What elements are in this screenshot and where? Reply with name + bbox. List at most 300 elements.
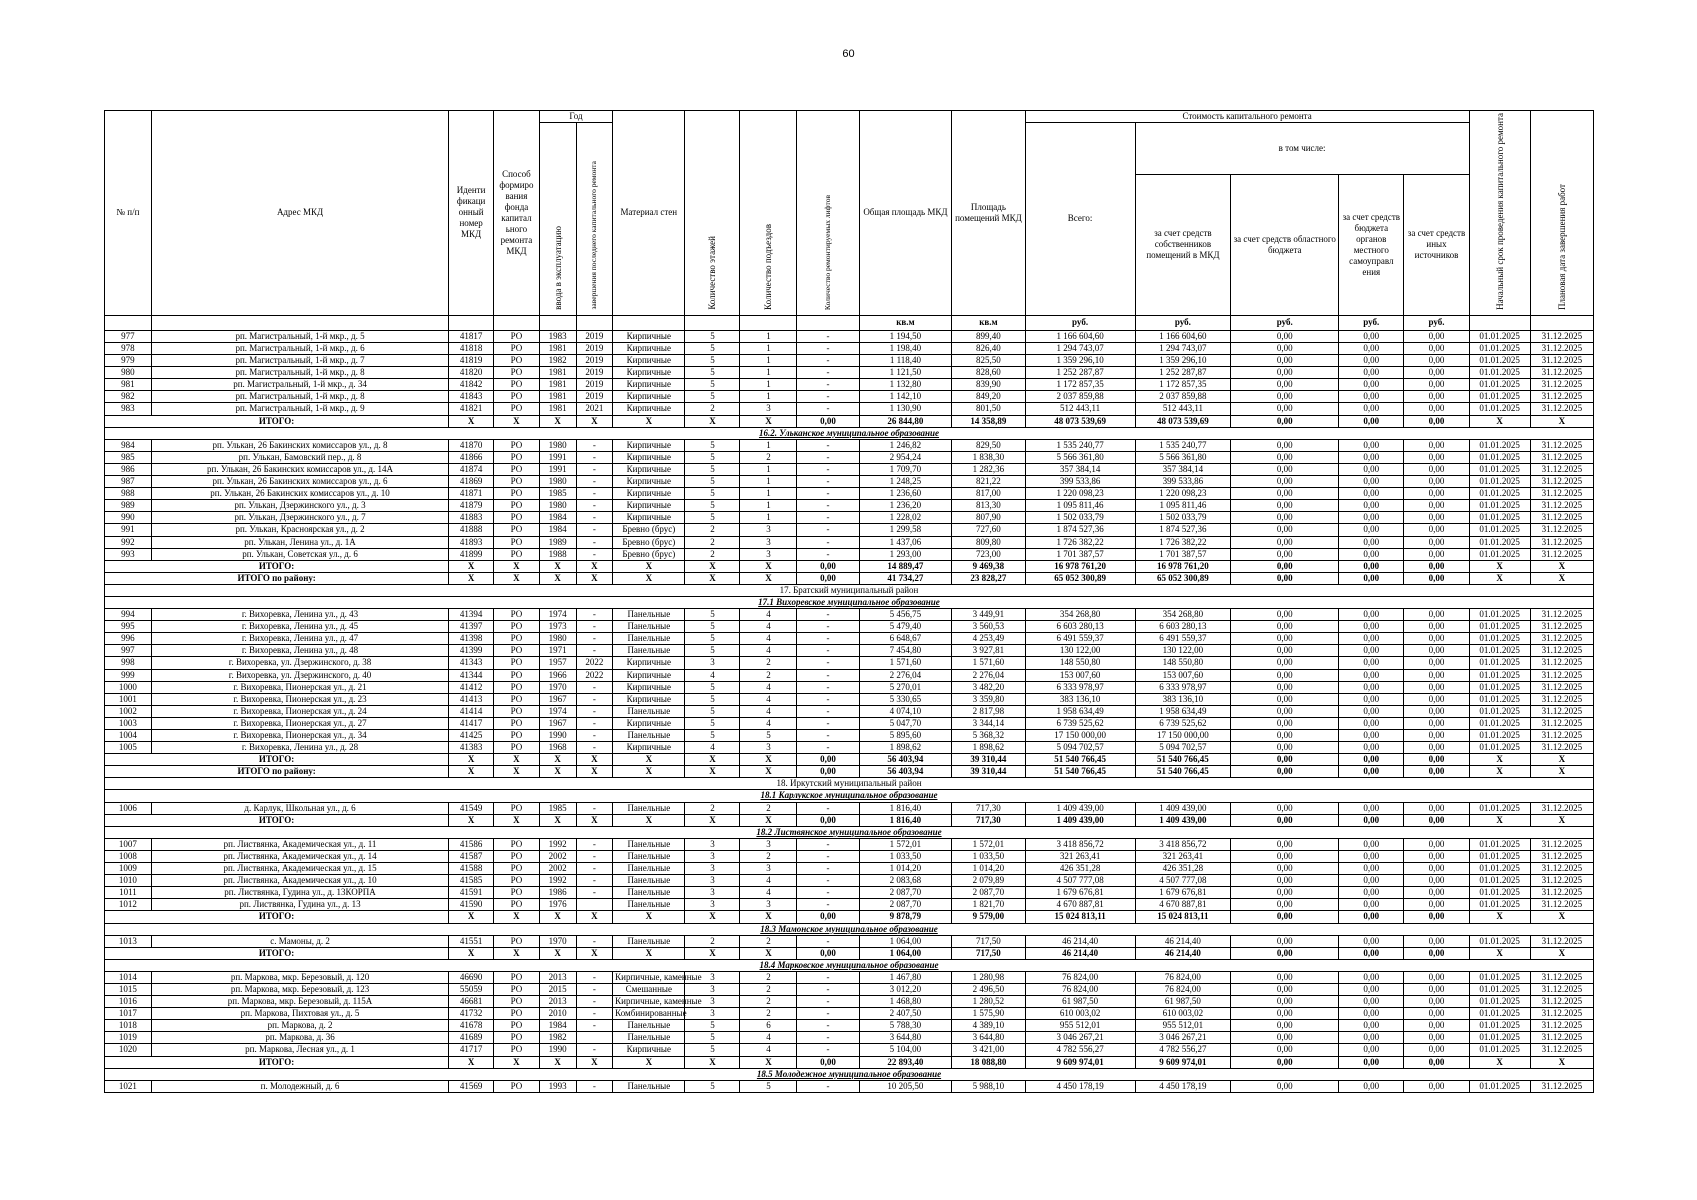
table-cell: 2 <box>740 1008 797 1020</box>
table-row <box>105 899 1594 911</box>
table-cell: РО <box>494 983 540 995</box>
table-cell: 0,00 <box>1404 343 1469 355</box>
table-cell: 14 358,89 <box>952 415 1025 427</box>
table-cell: 01.01.2025 <box>1469 476 1530 488</box>
table-cell: РО <box>494 1080 540 1092</box>
table-cell: 31.12.2025 <box>1530 355 1593 367</box>
table-cell: - <box>797 730 859 742</box>
table-cell: 31.12.2025 <box>1530 536 1593 548</box>
table-cell: - <box>576 717 613 729</box>
address-cell: рп. Улькан, Красноярская ул., д. 2 <box>151 524 448 536</box>
table-cell: 76 824,00 <box>1025 971 1135 983</box>
table-cell: РО <box>494 1008 540 1020</box>
table-cell: 723,00 <box>952 548 1025 560</box>
total-label: ИТОГО: <box>105 911 449 923</box>
table-cell: РО <box>494 451 540 463</box>
col-other: за счет средств иных источников <box>1404 174 1469 315</box>
table-cell: 1014 <box>105 971 152 983</box>
table-cell: - <box>797 802 859 814</box>
col-regional: за счет средств областного бюджета <box>1231 174 1339 315</box>
table-cell: - <box>576 705 613 717</box>
table-cell: Панельные <box>613 1020 685 1032</box>
table-cell: 4 450 178,19 <box>1025 1080 1135 1092</box>
table-cell: 01.01.2025 <box>1469 524 1530 536</box>
address-cell: рп. Улькан, Дзержинского ул., д. 7 <box>151 512 448 524</box>
table-cell: X <box>1469 415 1530 427</box>
address-cell: рп. Улькан, 26 Бакинских комиссаров ул., д. 6 <box>151 476 448 488</box>
table-cell: 0,00 <box>1231 463 1339 475</box>
table-row <box>105 705 1594 717</box>
table-cell: X <box>613 572 685 584</box>
table-cell: 3 012,20 <box>859 983 952 995</box>
table-cell: X <box>613 560 685 572</box>
table-cell: 48 073 539,69 <box>1025 415 1135 427</box>
table-cell: 0,00 <box>1231 439 1339 451</box>
table-cell: 6 739 525,62 <box>1135 717 1231 729</box>
table-cell: 5 <box>685 439 740 451</box>
table-cell: X <box>494 766 540 778</box>
table-cell: 1 874 527,36 <box>1135 524 1231 536</box>
table-cell: 2019 <box>576 391 613 403</box>
table-cell: 01.01.2025 <box>1469 1020 1530 1032</box>
table-cell: 0,00 <box>1404 863 1469 875</box>
table-cell: 5 104,00 <box>859 1044 952 1056</box>
table-cell: 1981 <box>539 379 576 391</box>
table-cell: 0,00 <box>1339 439 1404 451</box>
table-cell: X <box>576 754 613 766</box>
table-cell: 01.01.2025 <box>1469 621 1530 633</box>
table-cell: X <box>740 560 797 572</box>
table-cell: 01.01.2025 <box>1469 367 1530 379</box>
table-cell: 01.01.2025 <box>1469 971 1530 983</box>
table-cell: - <box>797 1080 859 1092</box>
table-cell: 3 644,80 <box>859 1032 952 1044</box>
table-cell: - <box>797 391 859 403</box>
table-cell: 0,00 <box>1404 742 1469 754</box>
table-cell: 31.12.2025 <box>1530 742 1593 754</box>
table-cell: 2 817,98 <box>952 705 1025 717</box>
table-cell: 4 507 777,08 <box>1135 875 1231 887</box>
table-cell: 01.01.2025 <box>1469 1080 1530 1092</box>
table-cell: X <box>449 766 494 778</box>
table-cell: 31.12.2025 <box>1530 367 1593 379</box>
address-cell: г. Вихоревка, Ленина ул., д. 45 <box>151 621 448 633</box>
table-cell: 2002 <box>539 863 576 875</box>
table-cell: 0,00 <box>1339 1056 1404 1068</box>
table-cell: 1 816,40 <box>859 802 952 814</box>
subtotal-row <box>105 947 1594 959</box>
table-cell: 3 <box>685 838 740 850</box>
table-row <box>105 657 1594 669</box>
table-cell: 4 <box>740 1044 797 1056</box>
table-cell: РО <box>494 488 540 500</box>
table-cell: 0,00 <box>1339 850 1404 862</box>
table-cell: 0,00 <box>1404 911 1469 923</box>
table-cell: 2013 <box>539 971 576 983</box>
table-cell: 31.12.2025 <box>1530 887 1593 899</box>
table-cell: 01.01.2025 <box>1469 1008 1530 1020</box>
table-cell: 41888 <box>449 524 494 536</box>
table-cell: X <box>1469 766 1530 778</box>
table-cell: 61 987,50 <box>1025 996 1135 1008</box>
table-cell: 1 121,50 <box>859 367 952 379</box>
table-cell: 1 958 634,49 <box>1135 705 1231 717</box>
table-cell: - <box>797 512 859 524</box>
table-cell: - <box>797 343 859 355</box>
table-cell: РО <box>494 621 540 633</box>
district-title: 17. Братский муниципальный район <box>105 584 1594 596</box>
table-cell: - <box>576 935 613 947</box>
table-cell: 996 <box>105 633 152 645</box>
table-cell: 0,00 <box>1231 1020 1339 1032</box>
address-cell: рп. Маркова, Лесная ул., д. 1 <box>151 1044 448 1056</box>
table-cell: - <box>576 730 613 742</box>
table-cell: 0,00 <box>1339 657 1404 669</box>
table-row <box>105 463 1594 475</box>
table-cell: 1980 <box>539 500 576 512</box>
table-cell: 01.01.2025 <box>1469 330 1530 342</box>
table-cell: 1 166 604,60 <box>1135 330 1231 342</box>
table-cell: 0,00 <box>1339 814 1404 826</box>
unit-rub: руб. <box>1025 315 1135 330</box>
table-cell: 978 <box>105 343 152 355</box>
table-cell: 0,00 <box>1339 669 1404 681</box>
table-cell: 76 824,00 <box>1135 971 1231 983</box>
table-cell: 1 033,50 <box>952 850 1025 862</box>
table-cell: 31.12.2025 <box>1530 971 1593 983</box>
table-cell: 5 <box>685 621 740 633</box>
table-cell: 0,00 <box>1231 1032 1339 1044</box>
table-cell: 0,00 <box>1404 512 1469 524</box>
address-cell: д. Карлук, Школьная ул., д. 6 <box>151 802 448 814</box>
table-cell: 1 172 857,35 <box>1025 379 1135 391</box>
table-cell: 01.01.2025 <box>1469 742 1530 754</box>
table-cell: 18 088,80 <box>952 1056 1025 1068</box>
table-cell: 0,00 <box>1231 548 1339 560</box>
table-cell: X <box>449 1056 494 1068</box>
table-cell: 41879 <box>449 500 494 512</box>
table-cell: 3 644,80 <box>952 1032 1025 1044</box>
table-cell: 2 <box>740 657 797 669</box>
table-row <box>105 367 1594 379</box>
table-cell: X <box>449 947 494 959</box>
table-cell: 01.01.2025 <box>1469 863 1530 875</box>
table-cell: 5 <box>685 488 740 500</box>
table-cell: 5 <box>685 693 740 705</box>
table-cell: 0,00 <box>1339 524 1404 536</box>
table-cell: 01.01.2025 <box>1469 391 1530 403</box>
table-cell: X <box>576 415 613 427</box>
table-row <box>105 875 1594 887</box>
table-cell: X <box>685 947 740 959</box>
table-cell: 1 095 811,46 <box>1025 500 1135 512</box>
address-cell: рп. Маркова, Пихтовая ул., д. 5 <box>151 1008 448 1020</box>
table-row <box>105 742 1594 754</box>
table-cell: 31.12.2025 <box>1530 330 1593 342</box>
table-cell: 6 739 525,62 <box>1025 717 1135 729</box>
table-cell: 0,00 <box>1404 935 1469 947</box>
table-cell: X <box>685 560 740 572</box>
table-cell: - <box>797 887 859 899</box>
table-cell: 01.01.2025 <box>1469 983 1530 995</box>
table-cell: X <box>539 415 576 427</box>
table-cell: Панельные <box>613 850 685 862</box>
table-cell: Кирпичные <box>613 355 685 367</box>
table-cell: Кирпичные <box>613 657 685 669</box>
unit-cell <box>1530 315 1593 330</box>
table-row <box>105 500 1594 512</box>
table-cell: 0,00 <box>1404 488 1469 500</box>
table-cell: 0,00 <box>1404 657 1469 669</box>
table-cell: X <box>494 814 540 826</box>
address-cell: г. Вихоревка, Ленина ул., д. 47 <box>151 633 448 645</box>
table-cell: 3 421,00 <box>952 1044 1025 1056</box>
table-cell: 01.01.2025 <box>1469 705 1530 717</box>
table-cell: РО <box>494 802 540 814</box>
table-cell: 839,90 <box>952 379 1025 391</box>
table-cell: 0,00 <box>797 766 859 778</box>
table-cell: 817,00 <box>952 488 1025 500</box>
table-cell: 2 <box>685 548 740 560</box>
table-cell: 1980 <box>539 476 576 488</box>
table-cell: X <box>740 415 797 427</box>
section-title: 16.2. Ульканское муниципальное образование <box>105 427 1594 439</box>
table-cell: - <box>576 512 613 524</box>
unit-cell <box>797 315 859 330</box>
table-cell: - <box>797 476 859 488</box>
table-cell: 5 <box>740 1080 797 1092</box>
table-cell: X <box>613 814 685 826</box>
table-cell: 0,00 <box>1231 887 1339 899</box>
table-cell: 0,00 <box>1231 500 1339 512</box>
table-cell: 383 136,10 <box>1025 693 1135 705</box>
table-cell: 31.12.2025 <box>1530 451 1593 463</box>
table-cell: 5 330,65 <box>859 693 952 705</box>
unit-rub: руб. <box>1231 315 1339 330</box>
table-cell: 399 533,86 <box>1135 476 1231 488</box>
table-cell: - <box>576 983 613 995</box>
unit-area: кв.м <box>859 315 952 330</box>
table-cell: Бревно (брус) <box>613 524 685 536</box>
table-cell: 0,00 <box>1339 633 1404 645</box>
table-cell: 31.12.2025 <box>1530 838 1593 850</box>
address-cell: г. Вихоревка, Пионерская ул., д. 27 <box>151 717 448 729</box>
table-cell: 5 <box>685 1020 740 1032</box>
table-cell: 31.12.2025 <box>1530 996 1593 1008</box>
table-cell: 1007 <box>105 838 152 850</box>
table-cell: X <box>449 814 494 826</box>
table-cell: РО <box>494 935 540 947</box>
table-cell: 0,00 <box>1231 1056 1339 1068</box>
table-cell: 2 037 859,88 <box>1135 391 1231 403</box>
table-cell: РО <box>494 536 540 548</box>
address-cell: рп. Маркова, д. 36 <box>151 1032 448 1044</box>
col-start-label: Начальный срок проведения капитального ремонта <box>1494 113 1505 310</box>
table-cell: 1 252 287,87 <box>1135 367 1231 379</box>
table-cell: 1 282,36 <box>952 463 1025 475</box>
table-cell: 148 550,80 <box>1135 657 1231 669</box>
address-cell: рп. Улькан, Ленина ул., д. 1А <box>151 536 448 548</box>
table-cell: - <box>797 536 859 548</box>
table-cell: 0,00 <box>1339 1032 1404 1044</box>
table-cell: 1 726 382,22 <box>1025 536 1135 548</box>
table-cell: 979 <box>105 355 152 367</box>
table-cell: X <box>740 947 797 959</box>
table-cell: 0,00 <box>1231 802 1339 814</box>
section-title: 18.4 Марковское муниципальное образование <box>105 959 1594 971</box>
table-cell: 6 603 280,13 <box>1135 621 1231 633</box>
table-cell: X <box>1530 754 1593 766</box>
table-cell: X <box>449 560 494 572</box>
table-cell: 5 988,10 <box>952 1080 1025 1092</box>
table-cell: X <box>576 814 613 826</box>
table-cell: 1 <box>740 488 797 500</box>
table-cell: 1 821,70 <box>952 899 1025 911</box>
table-cell: 41899 <box>449 548 494 560</box>
table-cell: - <box>797 1032 859 1044</box>
unit-cell <box>539 315 576 330</box>
table-cell: 2 <box>740 669 797 681</box>
table-cell: 41 734,27 <box>859 572 952 584</box>
table-cell: 0,00 <box>1404 850 1469 862</box>
table-cell: 1 409 439,00 <box>1025 814 1135 826</box>
table-cell: 0,00 <box>1231 814 1339 826</box>
table-cell: 0,00 <box>1404 899 1469 911</box>
table-cell: 727,60 <box>952 524 1025 536</box>
table-cell: X <box>1469 572 1530 584</box>
total-label: ИТОГО: <box>105 814 449 826</box>
table-cell: 1985 <box>539 802 576 814</box>
table-cell: 1981 <box>539 403 576 415</box>
table-cell: X <box>449 754 494 766</box>
section-title: 18.1 Карлукское муниципальное образование <box>105 790 1594 802</box>
table-cell: 0,00 <box>1339 996 1404 1008</box>
table-cell: 1 118,40 <box>859 355 952 367</box>
table-cell: 0,00 <box>1404 669 1469 681</box>
table-cell: - <box>797 983 859 995</box>
table-cell: 01.01.2025 <box>1469 512 1530 524</box>
table-cell: 1 <box>740 439 797 451</box>
table-cell: 1 248,25 <box>859 476 952 488</box>
table-cell: - <box>797 742 859 754</box>
table-cell: Кирпичные <box>613 451 685 463</box>
table-cell: 1 679 676,81 <box>1025 887 1135 899</box>
table-cell: Кирпичные <box>613 343 685 355</box>
table-cell: - <box>797 621 859 633</box>
table-cell: Панельные <box>613 887 685 899</box>
subtotal-row <box>105 814 1594 826</box>
col-year-last <box>576 123 613 316</box>
table-cell: 41842 <box>449 379 494 391</box>
table-cell: 41549 <box>449 802 494 814</box>
address-cell: г. Вихоревка, ул. Дзержинского, д. 40 <box>151 669 448 681</box>
table-cell: 0,00 <box>1231 451 1339 463</box>
table-cell: 1 <box>740 512 797 524</box>
table-cell: 46 214,40 <box>1025 947 1135 959</box>
table-cell: X <box>740 814 797 826</box>
table-cell: Панельные <box>613 1032 685 1044</box>
table-cell: 01.01.2025 <box>1469 875 1530 887</box>
table-cell: - <box>797 1020 859 1032</box>
table-cell: 1985 <box>539 488 576 500</box>
table-cell: 1986 <box>539 887 576 899</box>
table-cell: 0,00 <box>1339 560 1404 572</box>
table-header <box>105 111 1594 331</box>
table-cell: 2022 <box>576 669 613 681</box>
table-cell: 1967 <box>539 717 576 729</box>
table-cell: 0,00 <box>1231 512 1339 524</box>
table-cell: 0,00 <box>1339 451 1404 463</box>
table-cell: 4 253,49 <box>952 633 1025 645</box>
address-cell: рп. Магистральный, 1-й мкр., д. 8 <box>151 367 448 379</box>
table-cell: 0,00 <box>797 947 859 959</box>
table-cell: 826,40 <box>952 343 1025 355</box>
table-cell: 01.01.2025 <box>1469 451 1530 463</box>
table-cell: 5 456,75 <box>859 609 952 621</box>
table-cell: 2019 <box>576 355 613 367</box>
table-cell: 0,00 <box>1231 911 1339 923</box>
address-cell: рп. Листвянка, Гудина ул., д. 13КОРПА <box>151 887 448 899</box>
table-cell: 0,00 <box>797 814 859 826</box>
table-cell: 5 270,01 <box>859 681 952 693</box>
table-cell: 1 172 857,35 <box>1135 379 1231 391</box>
table-cell: - <box>576 742 613 754</box>
table-cell: 0,00 <box>1404 996 1469 1008</box>
table-cell: 1 <box>740 367 797 379</box>
table-cell: 0,00 <box>797 560 859 572</box>
table-cell: X <box>539 911 576 923</box>
table-cell: 1012 <box>105 899 152 911</box>
table-row <box>105 343 1594 355</box>
table-cell: 1009 <box>105 863 152 875</box>
table-cell: 0,00 <box>1339 935 1404 947</box>
total-label: ИТОГО: <box>105 415 449 427</box>
table-cell: 5 <box>685 633 740 645</box>
table-cell: Панельные <box>613 621 685 633</box>
table-cell: 1983 <box>539 330 576 342</box>
table-cell: 31.12.2025 <box>1530 705 1593 717</box>
table-cell: 0,00 <box>1404 766 1469 778</box>
table-cell: 1982 <box>539 355 576 367</box>
table-cell: 01.01.2025 <box>1469 379 1530 391</box>
table-cell: X <box>613 415 685 427</box>
table-row <box>105 524 1594 536</box>
table-cell: - <box>797 403 859 415</box>
table-cell: 0,00 <box>1339 766 1404 778</box>
address-cell: рп. Маркова, д. 2 <box>151 1020 448 1032</box>
table-cell: X <box>1530 947 1593 959</box>
table-cell: 1 898,62 <box>859 742 952 754</box>
address-cell: г. Вихоревка, Ленина ул., д. 48 <box>151 645 448 657</box>
table-cell: - <box>576 451 613 463</box>
table-cell: 0,00 <box>1339 863 1404 875</box>
table-row <box>105 1008 1594 1020</box>
table-cell: 31.12.2025 <box>1530 403 1593 415</box>
table-cell: 3 <box>685 983 740 995</box>
table-cell: РО <box>494 669 540 681</box>
table-cell: 41343 <box>449 657 494 669</box>
table-cell: 987 <box>105 476 152 488</box>
table-cell: 41893 <box>449 536 494 548</box>
total-label: ИТОГО: <box>105 754 449 766</box>
table-cell: X <box>494 754 540 766</box>
table-cell: 31.12.2025 <box>1530 609 1593 621</box>
table-cell: 2 <box>740 451 797 463</box>
table-cell: 01.01.2025 <box>1469 645 1530 657</box>
table-cell: 1 <box>740 463 797 475</box>
table-cell: 3 <box>740 899 797 911</box>
table-cell: 0,00 <box>1231 754 1339 766</box>
